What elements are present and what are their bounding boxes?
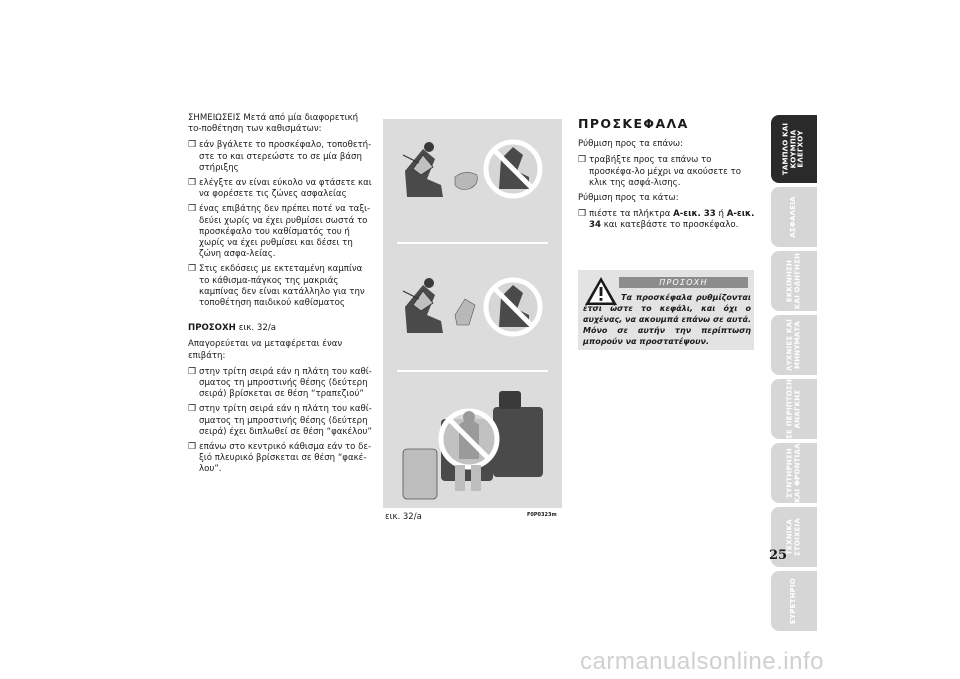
warning-heading: ΠΡΟΣΟΧΗ εικ. 32/a (188, 323, 276, 334)
tab-technical-data[interactable]: ΤΕΧΝΙΚΑ ΣΤΟΙΧΕΙΑ (771, 507, 817, 567)
figure-caption: εικ. 32/a (385, 512, 422, 522)
tab-dashboard-controls[interactable]: ΤΑΜΠΛΟ ΚΑΙ ΚΟΥΜΠΙΑ ΕΛΕΓΧΟΥ (771, 115, 817, 183)
seat-illustration (383, 119, 562, 508)
seat-illustration-figure (383, 119, 562, 508)
left-column (188, 113, 372, 480)
figure-ref-33: A-εικ. 33 (673, 209, 716, 220)
tab-index[interactable]: ΕΥΡΕΤΗΡΙΟ (771, 571, 817, 631)
seat-panel-3-illustration (403, 391, 543, 499)
right-column (578, 118, 758, 236)
checkbox-bullet-icon: ❒ (188, 264, 197, 275)
list-item: ❒ ελέγξτε αν είναι εύκολο να φτάσετε και να φορέσετε τις ζώνες ασφαλείας (188, 178, 372, 200)
checkbox-bullet-icon: ❒ (188, 178, 197, 189)
checkbox-bullet-icon: ❒ (188, 442, 197, 453)
watermark: carmanualsonline.info (580, 648, 824, 675)
warning-text: Τα προσκέφαλα ρυθμίζονται έτσι ώστε το κεφάλι, και όχι ο αυχένας, να ακουμπά επάνω σε αυτά. Μόνο σε αυτήν την περίπτωση μπορούν να προστατέψουν. (583, 293, 751, 346)
adjust-down-label: Ρύθμιση προς τα κάτω: (578, 193, 679, 204)
tab-safety[interactable]: ΑΣΦΑΛΕΙΑ (771, 187, 817, 247)
list-item: ❒ εάν βγάλετε το προσκέφαλο, τοποθετή-στε το και στερεώστε το σε μία βάση στήριξης (188, 140, 372, 173)
tab-lights-messages[interactable]: ΛΥΧΝΙΕΣ ΚΑΙ ΜΗΝΥΜΑΤΑ (771, 315, 817, 375)
list-item: ❒ ένας επιβάτης δεν πρέπει ποτέ να ταξι-δεύει χωρίς να έχει ρυθμίσει σωστά το προσκέφαλο του καθίσματός του ή χωρίς να έχει ρυθμίσει και δέσει τη ζώνη ασφα-λείας. (188, 204, 371, 260)
warning-intro: Απαγορεύεται να μεταφέρεται έναν επιβάτη: (188, 339, 343, 361)
list-item: ❒ στην τρίτη σειρά εάν η πλάτη του καθί-σματος τη μπροστινής θέσης (δεύτερη σειρά) βρίσκεται σε θέση “τραπεζιού” (188, 366, 372, 400)
tab-emergency[interactable]: ΣΕ ΠΕΡΙΠΤΩΣΗ ΑΝΑΓΚΗΣ (771, 379, 817, 439)
page-number: 25 (769, 548, 788, 563)
checkbox-bullet-icon: ❒ (188, 404, 197, 415)
notes-paragraph: ΣΗΜΕΙΩΣΕΙΣ Μετά από μία διαφορετική το-ποθέτηση των καθισμάτων: (188, 113, 359, 135)
list-item: ❒ πιέστε τα πλήκτρα A-εικ. 33 ή A-εικ. 34 και κατεβάστε το προσκέφαλο. (578, 209, 755, 231)
seat-panel-2-illustration (403, 278, 540, 334)
adjust-up-label: Ρύθμιση προς τα επάνω: (578, 139, 684, 150)
figure-ref-34: A-εικ. 34 (589, 209, 755, 231)
checkbox-bullet-icon: ❒ (188, 366, 197, 377)
figure-code: F0P0323m (527, 512, 557, 518)
list-item: ❒ τραβήξτε προς τα επάνω το προσκέφα-λο μέχρι να ακούσετε το κλικ της ασφά-λισης. (578, 155, 741, 188)
warning-title: ΠΡΟΣΟΧΗ (619, 277, 748, 288)
list-item: ❒ στην τρίτη σειρά εάν η πλάτη του καθί-σματος τη μπροστινής θέσης (δεύτερη σειρά) έχει διπλωθεί σε θέση “φακέλου” (188, 404, 372, 437)
seat-panel-1-illustration (403, 142, 540, 197)
list-item: ❒ επάνω στο κεντρικό κάθισμα εάν το δε-ξιό πλευρικό βρίσκεται σε θέση “φακέ-λου”. (188, 442, 372, 475)
list-item: ❒ Στις εκδόσεις με εκτεταμένη καμπίνα το κάθισμα-πάγκος της μακριάς καμπίνας δεν είναι κατάλληλο για την τοποθέτηση παιδικού καθίσματος (188, 264, 365, 309)
warning-figure-ref: εικ. 32/a (238, 323, 276, 334)
checkbox-bullet-icon: ❒ (188, 140, 197, 151)
warning-box (578, 270, 754, 350)
checkbox-bullet-icon: ❒ (188, 204, 197, 215)
section-title: ΠΡΟΣΚΕΦΑΛΑ (578, 116, 689, 131)
tab-maintenance-care[interactable]: ΣΥΝΤΗΡΗΣΗ ΚΑΙ ΦΡΟΝΤΙΔΑ (771, 443, 817, 503)
tab-starting-driving[interactable]: ΕΚΚΙΝΗΣΗ ΚΑΙ ΟΔΗΓΗΣΗ (771, 251, 817, 311)
checkbox-bullet-icon: ❒ (578, 209, 587, 220)
checkbox-bullet-icon: ❒ (578, 155, 587, 166)
